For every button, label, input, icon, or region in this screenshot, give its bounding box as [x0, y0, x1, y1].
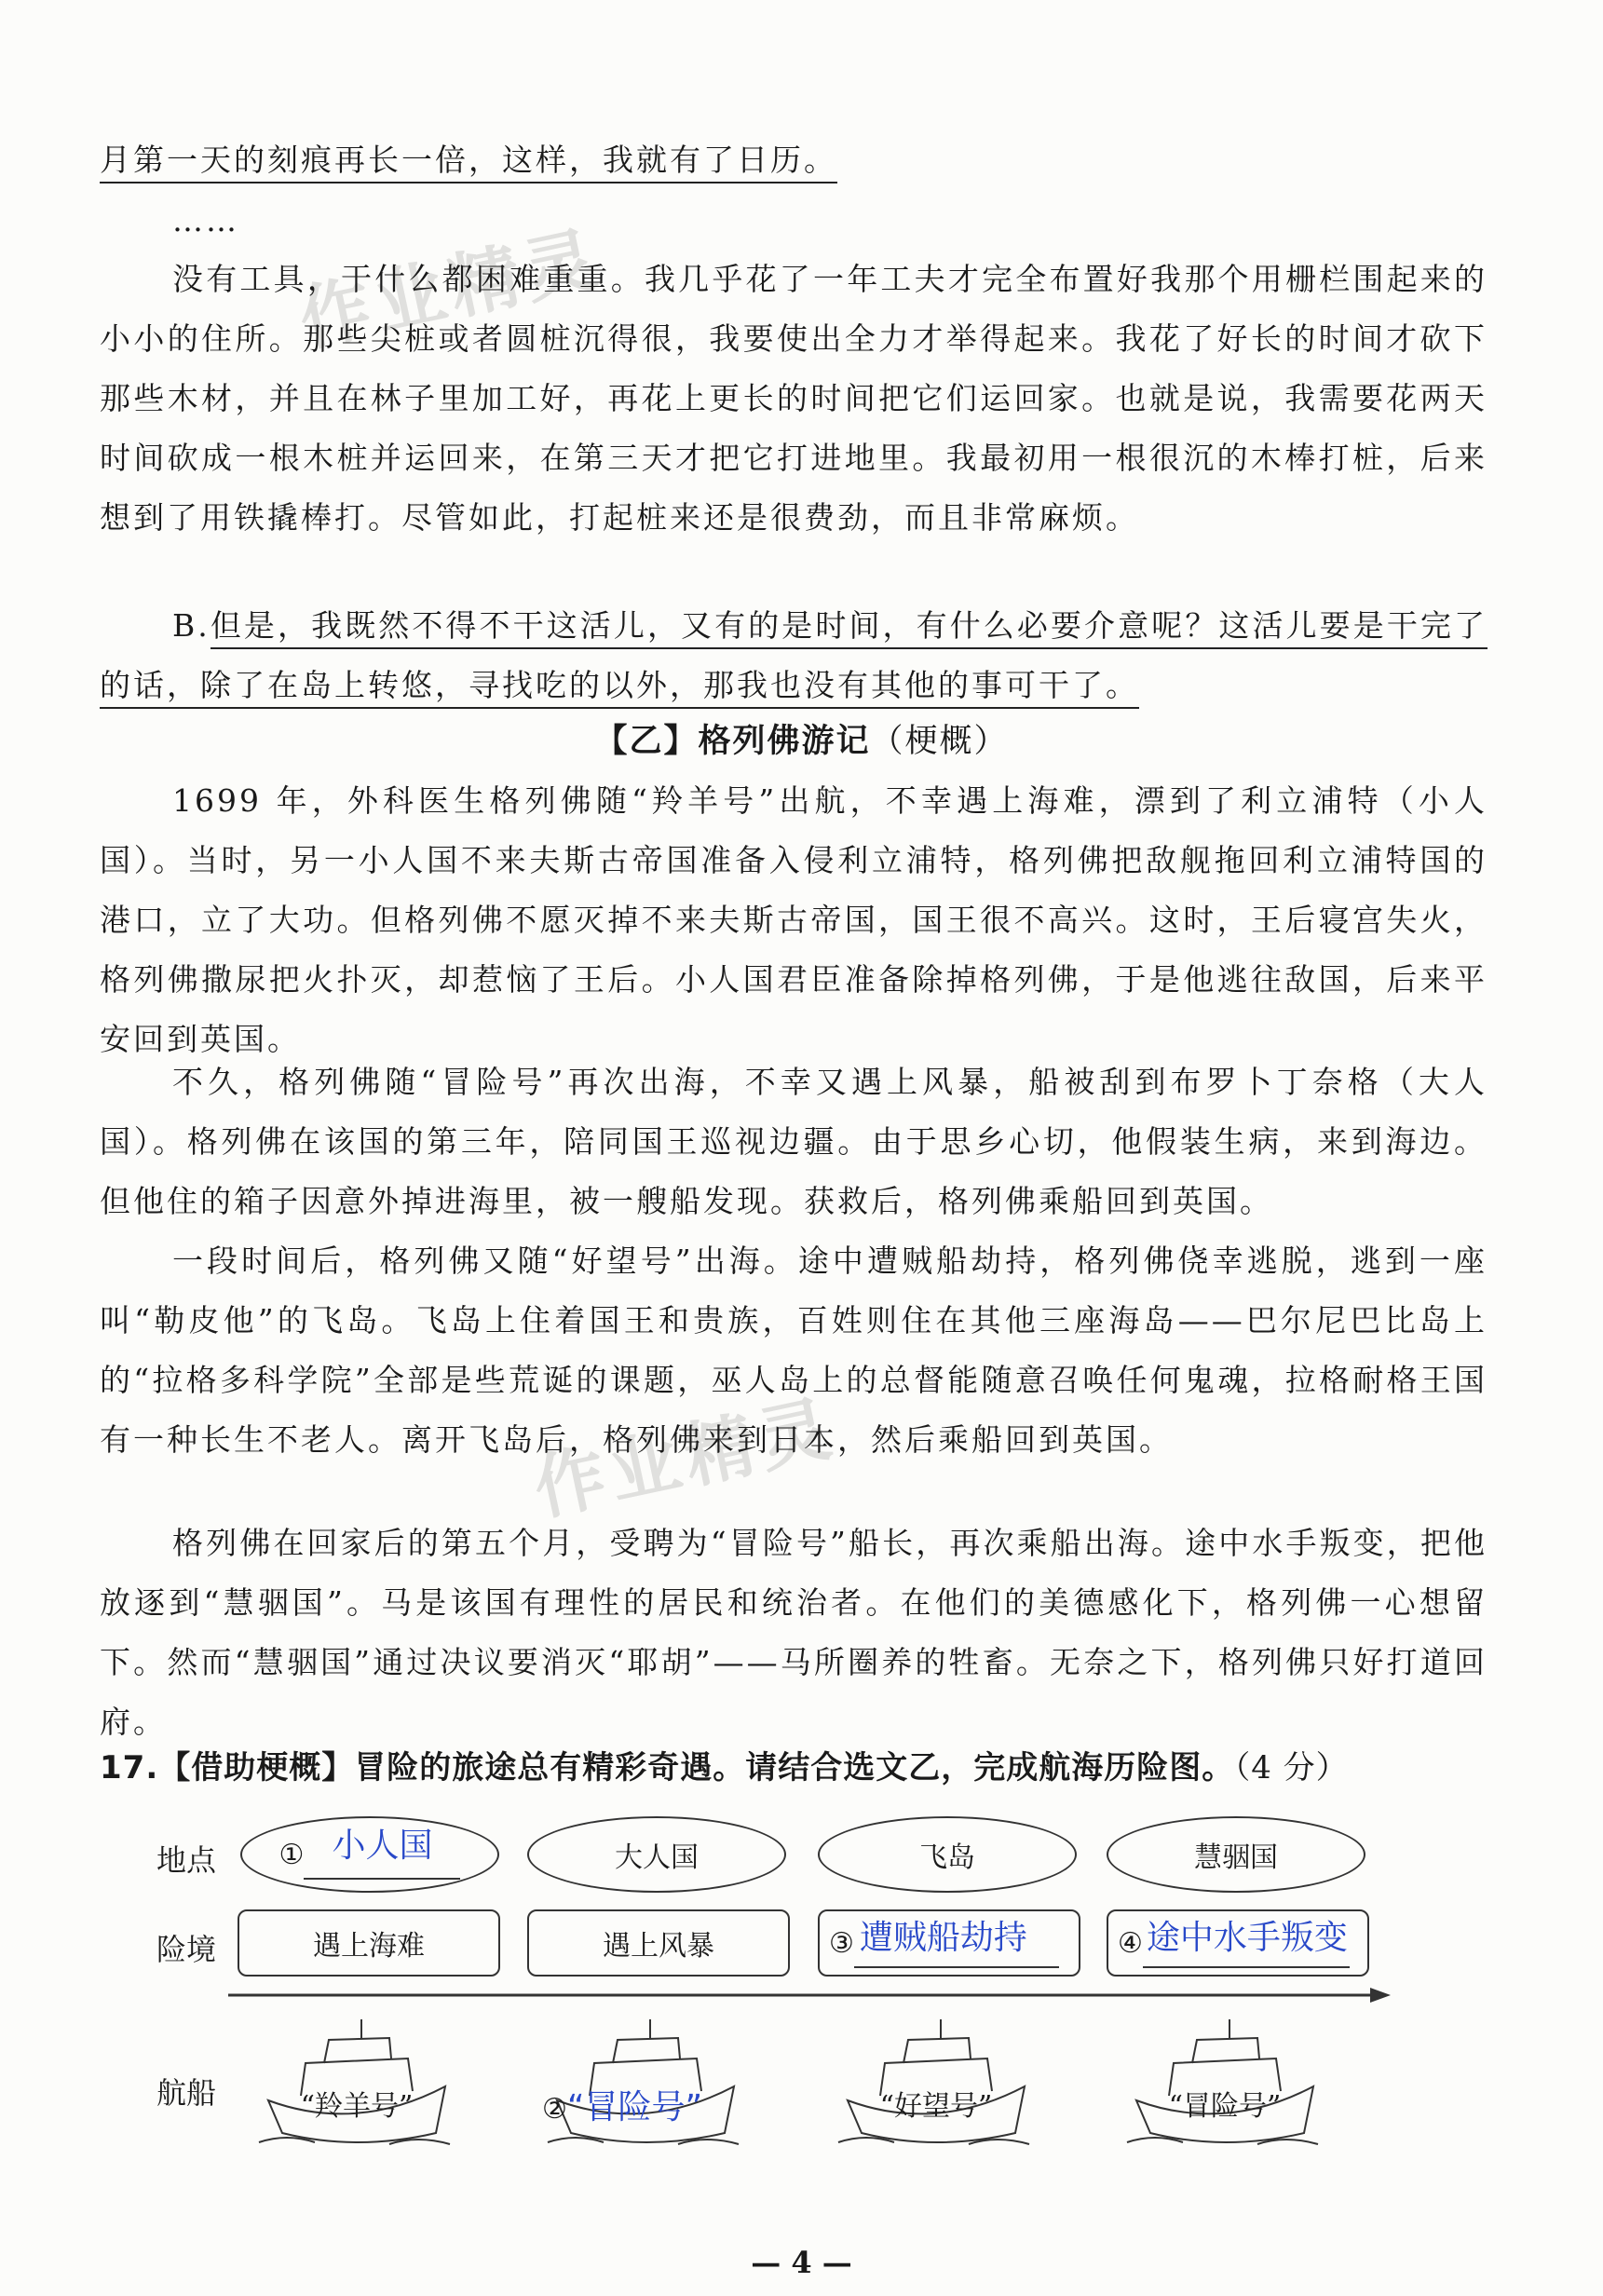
ship-icon-4 — [1118, 2012, 1332, 2152]
page-number: — 4 — — [751, 2245, 852, 2280]
danger-box-4[interactable]: ④ 途中水手叛变 — [1107, 1909, 1369, 1977]
row-label-place: 地点 — [156, 1842, 217, 1878]
para-b-label: B. — [172, 607, 211, 644]
answer-4-handwriting: 途中水手叛变 — [1146, 1918, 1348, 1957]
answer-1-handwriting: 小人国 — [332, 1826, 433, 1865]
passage-jia-top-line: 月第一天的刻痕再长一倍，这样，我就有了日历。 — [100, 130, 1488, 190]
para-b-underlined: 但是，我既然不得不干这活儿，又有的是时间，有什么必要介意呢？这活儿要是干完了的话，除了在岛上转悠，寻找吃的以外，那我也没有其他的事可干了。 — [100, 607, 1488, 709]
passage-jia-para-b — [100, 596, 1488, 715]
danger-box-1: 遇上海难 — [238, 1909, 500, 1977]
place-oval-2: 大人国 — [527, 1816, 786, 1893]
ship-label-3: “好望号” — [879, 2090, 993, 2123]
ship-icon-1 — [250, 2012, 464, 2152]
question-17: 17.【借助梗概】冒险的旅途总有精彩奇遇。请结合选文乙，完成航海历险图。（4 分） — [100, 1749, 1349, 1787]
passage-yi-para3: 一段时间后，格列佛又随“好望号”出海。途中遭贼船劫持，格列佛侥幸逃脱，逃到一座叫“勒皮他”的飞岛。飞岛上住着国王和贵族，百姓则住在其他三座海岛——巴尔尼巴比岛上的“拉格多科学院”全部是些荒诞的课题，巫人岛上的总督能随意召唤任何鬼魂，拉格耐格王国有一种长生不老人。离开飞岛后，格列佛来到日本，然后乘船回到英国。 — [100, 1243, 1488, 1458]
answer-3-handwriting: 遭贼船劫持 — [859, 1918, 1027, 1957]
danger-box-2: 遇上风暴 — [527, 1909, 790, 1977]
place-oval-4: 慧骃国 — [1107, 1816, 1365, 1893]
passage-yi-para1: 1699 年，外科医生格列佛随“羚羊号”出航，不幸遇上海难，漂到了利立浦特（小人国）。当时，另一小人国不来夫斯古帝国准备入侵利立浦特，格列佛把敌舰拖回利立浦特国的港口，立了大功。但格列佛不愿灭掉不来夫斯古帝国，国王很不高兴。这时，王后寝宫失火，格列佛撒尿把火扑灭，却惹恼了王后。小人国君臣准备除掉格列佛，于是他逃往敌国，后来平安回到英国。 — [100, 782, 1488, 1057]
place-oval-1[interactable]: ① 小人国 — [240, 1816, 499, 1893]
place-oval-3: 飞岛 — [818, 1816, 1077, 1893]
passage-yi-para4: 格列佛在回家后的第五个月，受聘为“冒险号”船长，再次乘船出海。途中水手叛变，把他放逐到“慧骃国”。马是该国有理性的居民和统治者。在他们的美德感化下，格列佛一心想留下。然而“慧骃国”通过决议要消灭“耶胡”——马所圈养的牲畜。无奈之下，格列佛只好打道回府。 — [100, 1525, 1488, 1740]
timeline-arrow — [228, 1984, 1392, 2006]
danger-box-3[interactable]: ③ 遭贼船劫持 — [818, 1909, 1080, 1977]
ellipsis: …… — [172, 202, 239, 238]
ship-label-2[interactable]: ②“冒险号” — [542, 2088, 703, 2126]
ship-label-4: “冒险号” — [1168, 2090, 1282, 2123]
watermark-middle: 作业精灵 — [526, 1385, 843, 1530]
ship-label-1: “羚羊号” — [300, 2090, 414, 2123]
passage-yi-title: 【乙】格列佛游记（梗概） — [594, 722, 1009, 760]
answer-2-handwriting: “冒险号” — [566, 2088, 703, 2126]
watermark-top: 作业精灵 — [292, 216, 608, 361]
passage-yi-para2: 不久，格列佛随“冒险号”再次出海，不幸又遇上风暴，船被刮到布罗卜丁奈格（大人国）。格列佛在该国的第三年，陪同国王巡视边疆。由于思乡心切，他假装生病，来到海边。但他住的箱子因意外掉进海里，被一艘船发现。获救后，格列佛乘船回到英国。 — [100, 1064, 1488, 1219]
ship-icon-3 — [829, 2012, 1043, 2152]
passage-jia-para1: 没有工具，干什么都困难重重。我几乎花了一年工夫才完全布置好我那个用栅栏围起来的小小的住所。那些尖桩或者圆桩沉得很，我要使出全力才举得起来。我花了好长的时间才砍下那些木材，并且在林子里加工好，再花上更长的时间把它们运回家。也就是说，我需要花两天时间砍成一根木桩并运回来，在第三天才把它打进地里。我最初用一根很沉的木棒打桩，后来想到了用铁撬棒打。尽管如此，打起桩来还是很费劲，而且非常麻烦。 — [100, 261, 1488, 536]
row-label-ship: 航船 — [156, 2075, 217, 2111]
row-label-danger: 险境 — [156, 1932, 217, 1967]
